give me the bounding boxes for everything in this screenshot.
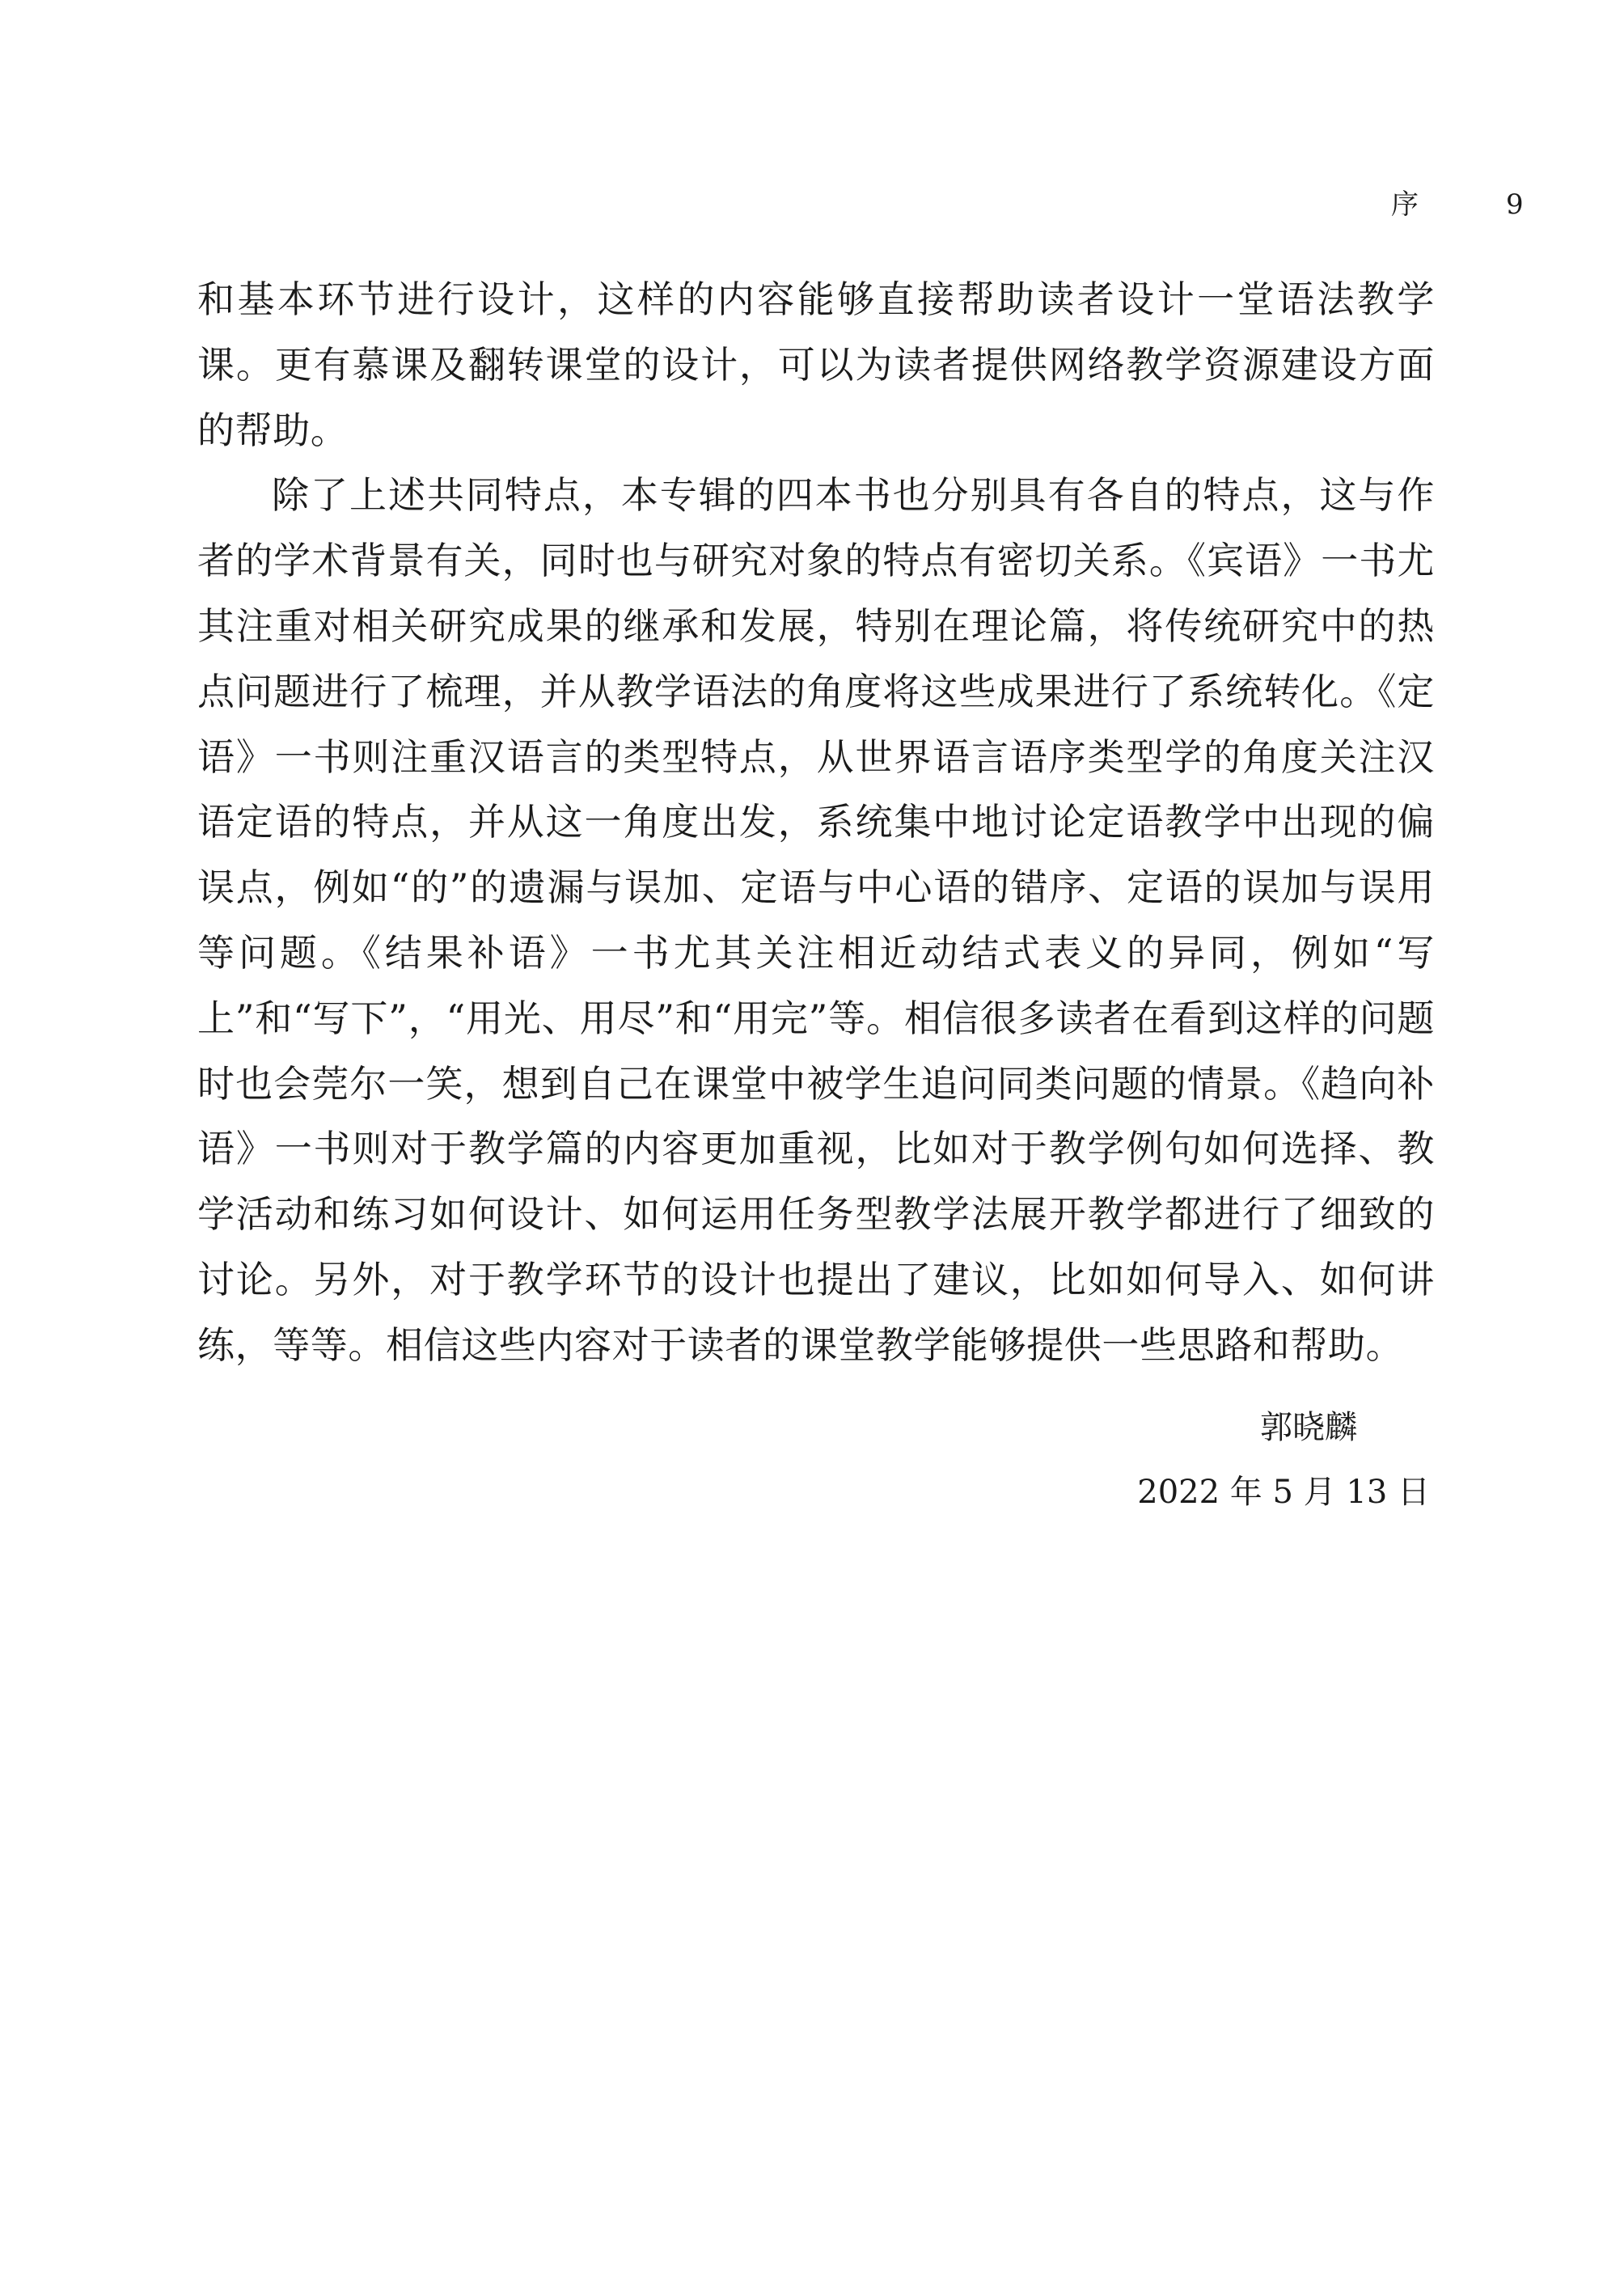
paragraph-features: 除了上述共同特点，本专辑的四本书也分别具有各自的特点，这与作者的学术背景有关，同时也与研究对象的特点有密切关系。《宾语》一书尤其注重对相关研究成果的继承和发展，特别在理论篇，将传统研究中的热点问题进行了梳理，并从教学语法的角度将这些成果进行了系统转化。《定语》一书则注重汉语言的类型特点，从世界语言语序类型学的角度关注汉语定语的特点，并从这一角度出发，系统集中地讨论定语教学中出现的偏误点，例如“的”的遗漏与误加、定语与中心语的错序、定语的误加与误用等问题。《结果补语》一书尤其关注相近动结式表义的异同，例如“写上”和“写下”，“用光、用尽”和“用完”等。相信很多读者在看到这样的问题时也会莞尔一笑，想到自己在课堂中被学生追问同类问题的情景。《趋向补语》一书则对于教学篇的内容更加重视，比如对于教学例句如何选择、教学活动和练习如何设计、如何运用任务型教学法展开教学都进行了细致的讨论。另外，对于教学环节的设计也提出了建议，比如如何导入、如何讲练，等等。相信这些内容对于读者的课堂教学能够提供一些思路和帮助。 <box>197 473 1435 1367</box>
paragraph-continued: 和基本环节进行设计，这样的内容能够直接帮助读者设计一堂语法教学课。更有慕课及翻转课堂的设计，可以为读者提供网络教学资源建设方面的帮助。 <box>197 277 1435 452</box>
signature-block <box>1137 1395 1430 1525</box>
body-text <box>197 267 1435 1378</box>
page-number: 9 <box>1506 188 1524 221</box>
author-name: 郭晓麟 <box>1260 1409 1357 1446</box>
running-header <box>1391 184 1537 225</box>
section-title: 序 <box>1391 188 1419 221</box>
signature-date: 2022 年 5 月 13 日 <box>1137 1474 1430 1511</box>
